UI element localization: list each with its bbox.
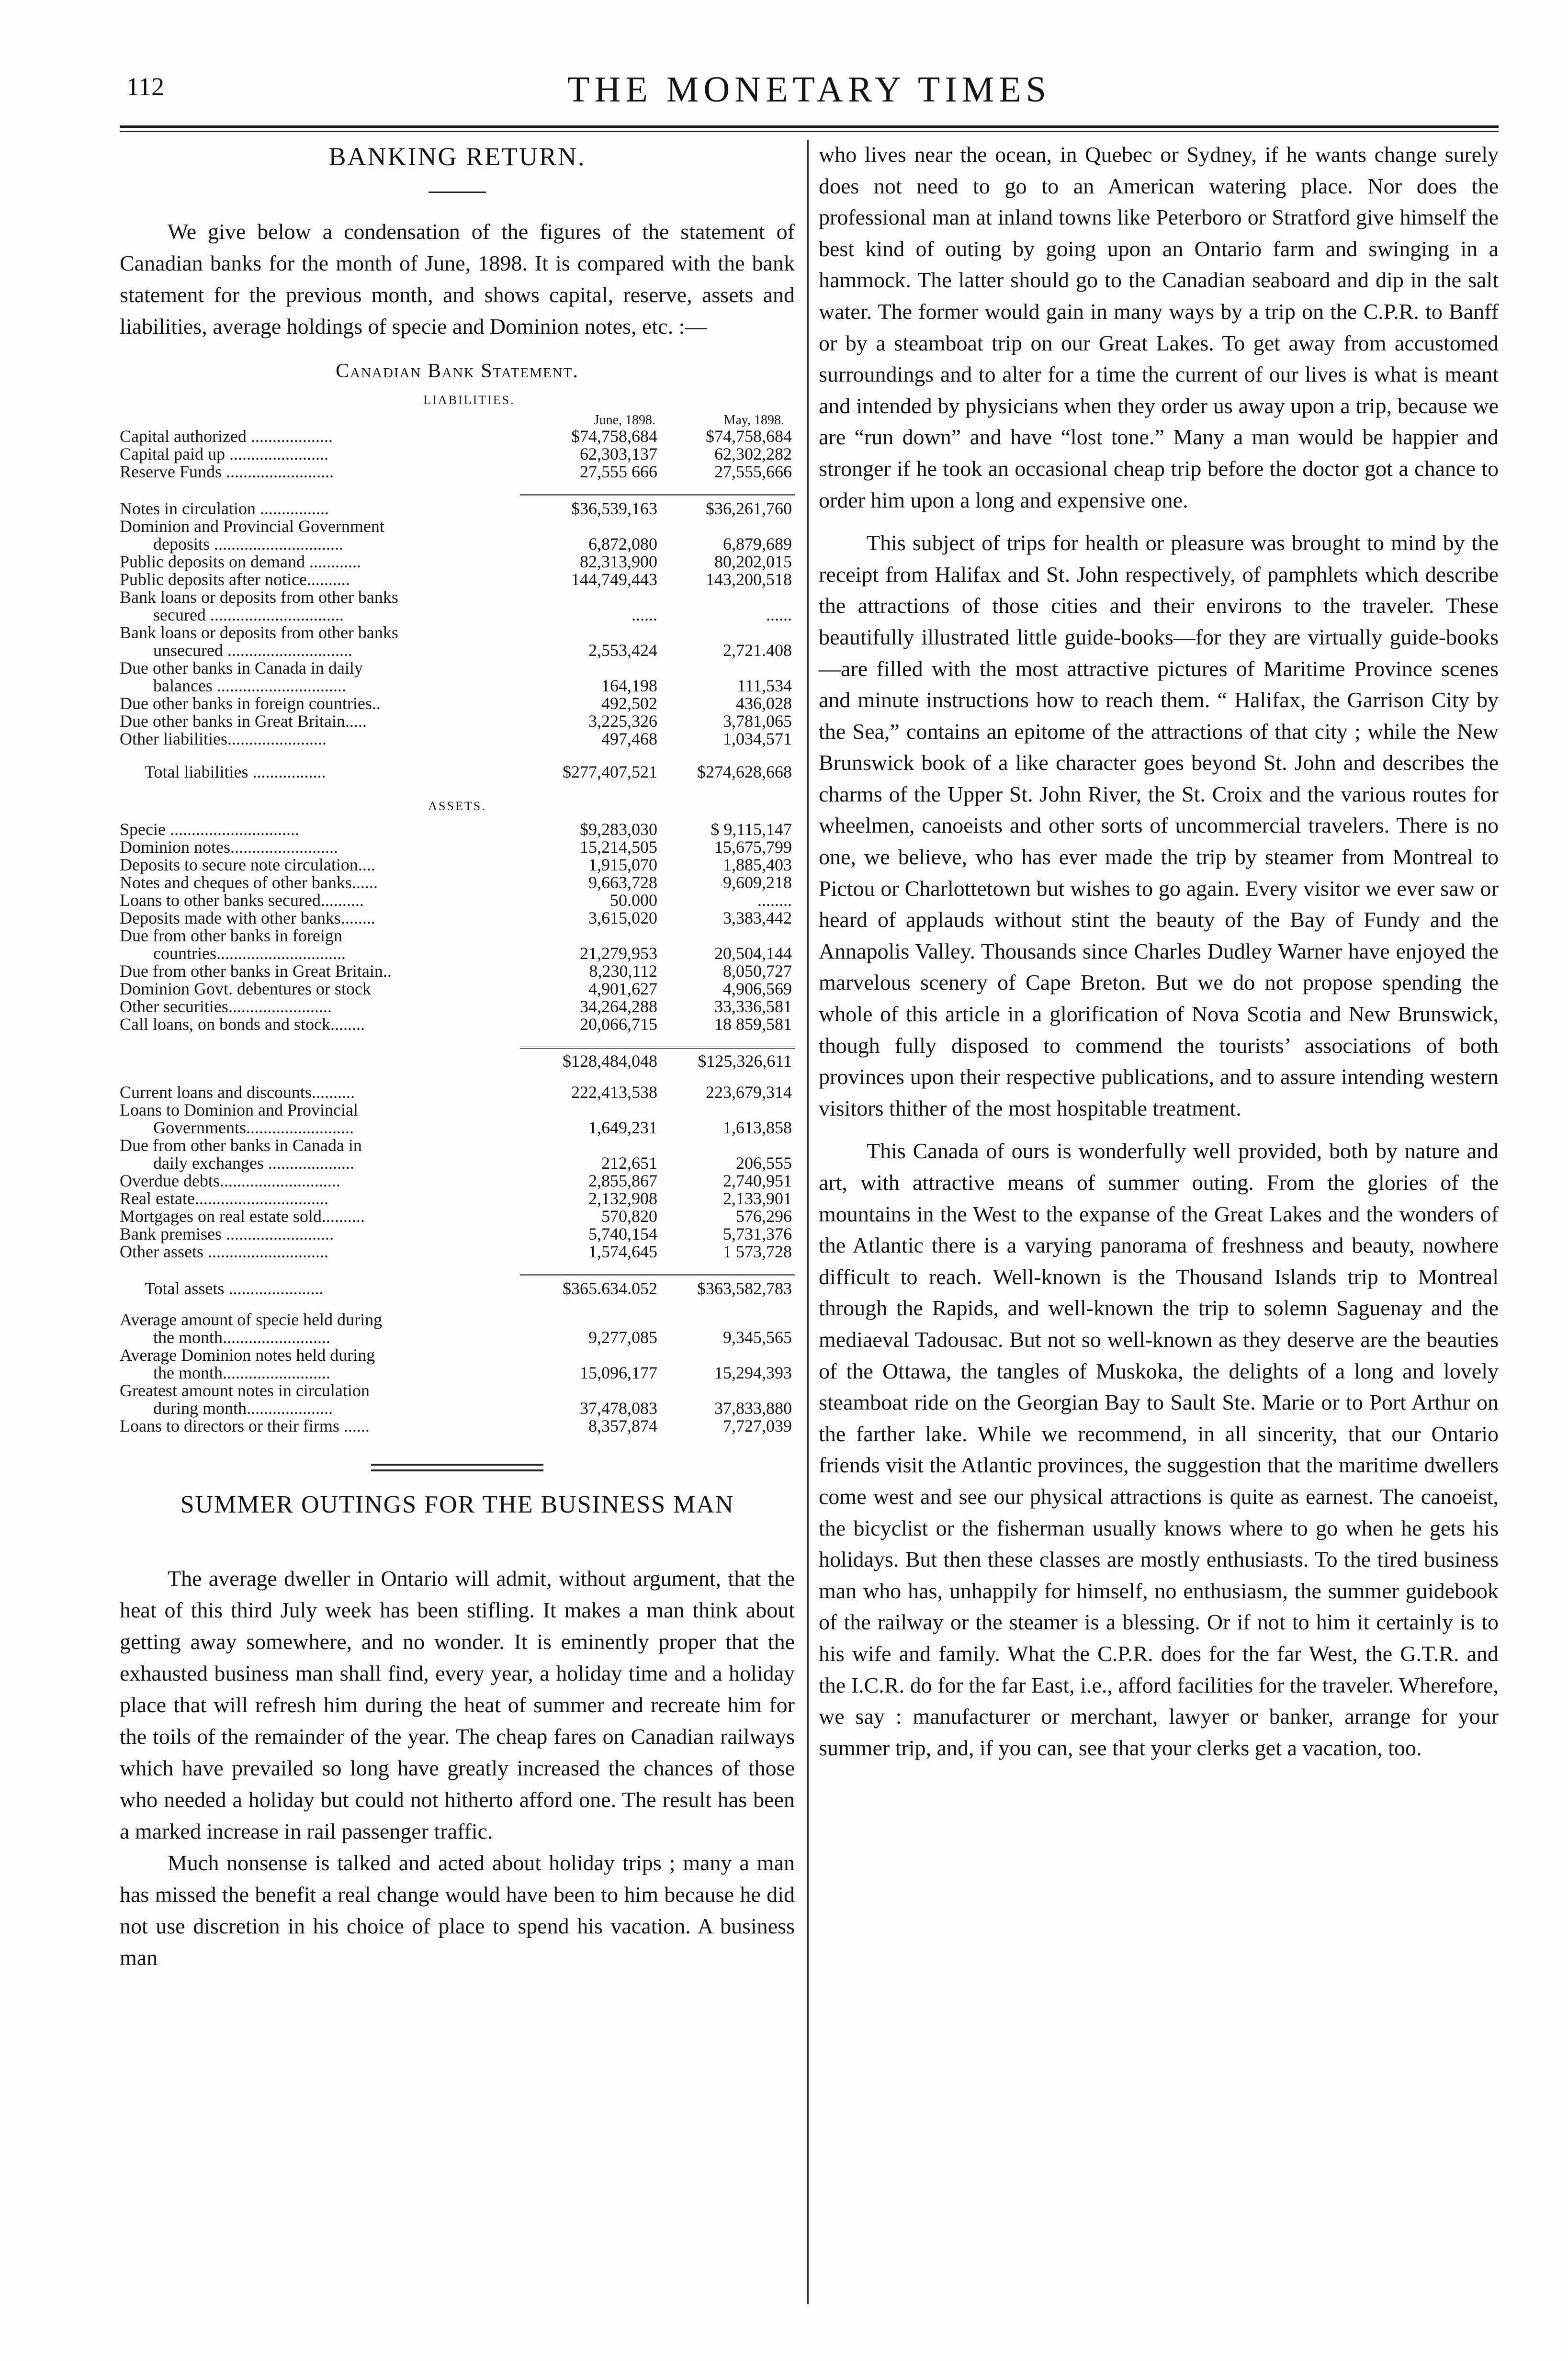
june-value: 21,279,953	[580, 944, 657, 963]
june-value	[520, 659, 666, 677]
may-value: 576,296	[736, 1207, 792, 1226]
may-value	[666, 1311, 795, 1329]
banking-intro: We give below a condensation of the figures of the statement of Canadian banks for the month of June, 1898. It is compared with the bank statement for the previous month, and shows capital, reserve, assets and liabilities, average holdings of specie and Dominion notes, etc. :—	[120, 219, 795, 339]
total-assets-row	[120, 1275, 795, 1298]
row-label: Capital authorized ...................	[120, 427, 333, 446]
statement-row	[120, 1311, 795, 1329]
june-value	[520, 1346, 666, 1364]
row-label: Deposits made with other banks........	[120, 908, 375, 927]
statement-row	[120, 927, 795, 945]
statement-row	[120, 1243, 795, 1261]
row-label: balances ..............................	[153, 676, 346, 695]
may-value: 62,302,282	[714, 444, 792, 463]
may-value: $36,261,760	[666, 495, 795, 518]
statement-title: Canadian Bank Statement.	[336, 360, 579, 382]
summer-paragraph-1: The average dweller in Ontario will admit, without argument, that the heat of this third July week has been stifling. It makes a man think about getting away somewhere, and no wonder. It is eminently proper that the exhausted business man shall find, every year, a holiday time and a holiday place that will refresh him during the heat of summer and recreate him for the toils of the remainder of the year. The cheap fares on Canadian railways which have prevailed so long have greatly increased the chances of those who needed a holiday but could not hitherto afford one. The result has been a marked increase in rail passenger traffic.	[120, 1566, 795, 1843]
statement-row	[120, 1208, 795, 1225]
total-liabilities-row	[120, 761, 795, 781]
may-value	[666, 1382, 795, 1400]
june-value: 212,651	[601, 1153, 657, 1173]
june-value: 37,478,083	[580, 1399, 657, 1418]
row-label: Current loans and discounts..........	[120, 1083, 355, 1102]
june-value: 3,615,020	[588, 908, 657, 927]
statement-row	[120, 642, 795, 659]
statement-row	[120, 1154, 795, 1172]
row-label: Notes in circulation ................	[120, 499, 329, 518]
may-value	[666, 588, 795, 606]
june-value	[520, 1137, 666, 1154]
row-label: Public deposits after notice..........	[120, 570, 350, 589]
row-label: Governments.........................	[153, 1118, 354, 1137]
row-label: Loans to other banks secured..........	[120, 891, 364, 910]
statement-row	[120, 1225, 795, 1243]
statement-row	[120, 1364, 795, 1382]
may-value: 9,609,218	[723, 873, 792, 892]
row-label: daily exchanges ....................	[153, 1153, 354, 1173]
june-value: 2,855,867	[588, 1171, 657, 1190]
statement-row	[120, 1084, 795, 1101]
june-value: $128,484,048	[520, 1048, 666, 1070]
june-value	[520, 1101, 666, 1119]
june-value	[520, 927, 666, 945]
june-value: 82,313,900	[580, 552, 657, 571]
row-label: Total assets ......................	[145, 1279, 324, 1298]
statement-row	[120, 1119, 795, 1137]
row-label: Dominion Govt. debentures or stock	[120, 979, 371, 998]
may-value: 1 573,728	[723, 1242, 792, 1261]
summer-paragraph-2: Much nonsense is talked and acted about holiday trips ; many a man has missed the benefit a real change would have been to him because he did not use discretion in his choice of place to spend his vacation. A business man	[120, 1851, 795, 1970]
may-value: 1,613,858	[723, 1118, 792, 1137]
may-value: 15,294,393	[714, 1363, 792, 1382]
june-value: 9,663,728	[588, 873, 657, 892]
liabilities-label: LIABILITIES.	[423, 393, 515, 407]
statement-row	[120, 1190, 795, 1208]
may-value: 6,879,689	[723, 534, 792, 554]
statement-row	[120, 445, 795, 463]
june-value: 15,096,177	[580, 1363, 657, 1382]
may-value: 2,740,951	[723, 1171, 792, 1190]
col-may-header: May, 1898.	[723, 413, 784, 428]
statement-row	[120, 838, 795, 856]
may-value: 1,885,403	[723, 855, 792, 874]
may-value: 9,345,565	[723, 1328, 792, 1347]
statement-row	[120, 1400, 795, 1417]
june-value: 222,413,538	[571, 1083, 657, 1102]
statement-row	[120, 821, 795, 838]
row-label: Due from other banks in Great Britain..	[120, 961, 392, 981]
heading-rule	[429, 192, 486, 193]
statement-row	[120, 677, 795, 695]
row-label: Specie ..............................	[120, 820, 299, 839]
page-header	[120, 67, 1499, 120]
june-value: $9,283,030	[580, 820, 657, 839]
june-value	[520, 1382, 666, 1400]
may-value: $363,582,783	[666, 1275, 795, 1298]
may-value: $74,758,684	[706, 427, 792, 446]
summer-paragraph-4: This subject of trips for health or pleasure was brought to mind by the receipt from Halifax and St. John respectively, of pamphlets which describe the attractions of those cities and their environs to the traveler. These beautifully illustrated little guide-books—for they are virtually guide-books—are filled with the most attractive pictures of Maritime Province scenes and minute instructions how to reach them. “ Halifax, the Garrison City by the Sea,” contains an epitome of the attractions of that city ; while the New Brunswick book of a like character goes beyond St. John and describes the charms of the Upper St. John River, the St. Croix and the various routes for wheelmen, canoeists and other sorts of uncommercial travelers. There is no one, we believe, who has ever made the trip by steamer from Montreal to Pictou or Charlottetown but wishes to go again. Every visitor we ever saw or heard of applauds without stint the beauty of the Bay of Fundy and the Annapolis Valley. Thousands since Charles Dudley Warner have enjoyed the marvelous scenery of Cape Breton. But we do not propose spending the whole of this article in a glorification of Nova Scotia and New Brunswick, though fully disposed to commend the tourists’ associations of both provinces upon their respective publications, and to assure intending western visitors thither of the most hospitable treatment.	[819, 531, 1499, 1120]
statement-row	[120, 624, 795, 642]
header-rule-thin	[120, 131, 1499, 132]
statement-row	[120, 553, 795, 571]
june-value: 492,502	[601, 694, 657, 713]
row-label: Loans to directors or their firms ......	[120, 1416, 370, 1435]
row-label: Bank loans or deposits from other banks	[120, 623, 398, 642]
may-value	[666, 927, 795, 945]
june-value: 4,901,627	[588, 979, 657, 998]
row-label: Due from other banks in Canada in	[120, 1136, 362, 1155]
statement-row	[120, 856, 795, 874]
column-headers	[120, 413, 795, 428]
june-value: 164,198	[601, 676, 657, 695]
statement-row	[120, 892, 795, 909]
june-value: 570,820	[601, 1207, 657, 1226]
may-value: 15,675,799	[714, 837, 792, 857]
statement-row	[120, 1172, 795, 1190]
june-value: 27,555 666	[580, 462, 657, 481]
june-value	[520, 624, 666, 642]
assets-subtotal-row	[120, 1048, 795, 1070]
statement-row	[120, 428, 795, 445]
row-label: during month....................	[153, 1399, 333, 1418]
column-divider	[807, 140, 809, 2304]
row-label: Overdue debts............................	[120, 1171, 340, 1190]
may-value	[666, 659, 795, 677]
may-value	[666, 624, 795, 642]
june-value: 3,225,326	[588, 712, 657, 731]
summer-paragraph-5: This Canada of ours is wonderfully well provided, both by nature and art, with attractive means of summer outing. From the glories of the mountains in the West to the expanse of the Great Lakes and the wonders of the Atlantic there is a varying panorama of freshness and beauty, nowhere difficult to reach. Well-known is the Thousand Islands trip to Montreal through the Rapids, and well-known the trip to solemn Saguenay and the mediaeval Tadousac. But not so well-known as they deserve are the beauties of the Ottawa, the tangles of Muskoka, the delights of a long and lovely steamboat ride on the Georgian Bay to Sault Ste. Marie or to Port Arthur on the farther lake. While we recommend, in all sincerity, that our Ontario friends visit the Atlantic provinces, the suggestion that the maritime dwellers come west and see our physical attractions is quite as earnest. The canoeist, the bicyclist or the fisherman usually knows where to go when he gets his holidays. But then these classes are mostly enthusiasts. To the tired business man who has, unhappily for himself, no enthusiasm, the summer guidebook of the railway or the steamer is a blessing. Or if not to him it certainly is to his wife and family. What the C.P.R. does for the far West, the G.T.R. and the I.C.R. do for the far East, i.e., afford facilities for the traveler. Wherefore, we say : manufacturer or merchant, lawyer or banker, arrange for your summer trip, and, if you can, see that your clerks get a vacation, too.	[819, 1139, 1499, 1760]
may-value: 8,050,727	[723, 961, 792, 981]
row-label: Due other banks in Great Britain.....	[120, 712, 367, 731]
bank-statement-table	[120, 413, 795, 1435]
may-value: 3,781,065	[723, 712, 792, 731]
row-label: Capital paid up .......................	[120, 444, 328, 463]
june-value: $365.634.052	[520, 1275, 666, 1298]
row-label: the month.........................	[153, 1363, 330, 1382]
may-value: 1,034,571	[723, 729, 792, 748]
statement-row	[120, 730, 795, 748]
section-double-rule	[371, 1464, 543, 1471]
row-label: Deposits to secure note circulation....	[120, 855, 375, 874]
statement-row	[120, 1016, 795, 1033]
may-value: $274,628,668	[697, 762, 792, 781]
june-value	[520, 588, 666, 606]
may-value	[666, 1137, 795, 1154]
may-value	[666, 1101, 795, 1119]
left-column	[120, 139, 795, 2337]
june-value: $277,407,521	[563, 762, 657, 781]
assets-label: ASSETS.	[428, 799, 486, 813]
june-value: ......	[632, 605, 657, 624]
statement-row	[120, 463, 795, 481]
may-value: 4,906,569	[723, 979, 792, 998]
row-label: Greatest amount notes in circulation	[120, 1381, 370, 1400]
statement-row	[120, 909, 795, 927]
june-value: 34,264,288	[580, 997, 657, 1016]
may-value: 206,555	[736, 1153, 792, 1173]
row-label: Average Dominion notes held during	[120, 1345, 375, 1365]
row-label: Other liabilities.......................	[120, 729, 327, 748]
may-value: 20,504,144	[714, 944, 792, 963]
statement-row	[120, 980, 795, 998]
statement-row	[120, 1382, 795, 1400]
may-value: 2,721.408	[723, 641, 792, 660]
statement-row	[120, 874, 795, 892]
may-value: $125,326,611	[666, 1048, 795, 1070]
row-label: deposits ..............................	[153, 534, 344, 554]
row-label: Due other banks in foreign countries..	[120, 694, 381, 713]
june-value	[520, 1311, 666, 1329]
row-label: Other assets ............................	[120, 1242, 328, 1261]
row-label: Bank premises .........................	[120, 1224, 334, 1243]
june-value: 1,649,231	[588, 1118, 657, 1137]
row-label: Bank loans or deposits from other banks	[120, 587, 398, 607]
june-value: 8,230,112	[589, 961, 657, 981]
june-value: 62,303,137	[580, 444, 657, 463]
row-label: Public deposits on demand ............	[120, 552, 361, 571]
row-label: Due other banks in Canada in daily	[120, 658, 363, 678]
row-label: Notes and cheques of other banks......	[120, 873, 378, 892]
may-value: 5,731,376	[723, 1224, 792, 1243]
june-value: 9,277,085	[588, 1328, 657, 1347]
statement-row	[120, 962, 795, 980]
may-value	[666, 1346, 795, 1364]
row-label: Dominion and Provincial Government	[120, 517, 384, 536]
row-label: Reserve Funds .........................	[120, 462, 334, 481]
june-value: 2,553,424	[588, 641, 657, 660]
row-label: the month.........................	[153, 1328, 330, 1347]
row-label: Due from other banks in foreign	[120, 926, 342, 945]
may-value: 7,727,039	[723, 1416, 792, 1435]
row-label: unsecured .............................	[153, 641, 352, 660]
may-value: 33,336,581	[714, 997, 792, 1016]
statement-row	[120, 1137, 795, 1154]
row-label: Other securities........................	[120, 997, 332, 1016]
row-label: Loans to Dominion and Provincial	[120, 1100, 358, 1119]
statement-row	[120, 1346, 795, 1364]
statement-row	[120, 518, 795, 535]
statement-row	[120, 659, 795, 677]
may-value: 436,028	[736, 694, 792, 713]
june-value: 15,214,505	[580, 837, 657, 857]
summer-paragraph-3: who lives near the ocean, in Quebec or Sydney, if he wants change surely does not need to go to an American watering place. Nor does the professional man at inland towns like Peterboro or Stratford give himself the best kind of outing by going upon an Ontario farm and swinging in a hammock. The latter should go to the Canadian seaboard and dip in the salt water. The former would gain in many ways by a trip on the C.P.R. to Banff or by a steamboat trip on our Great Lakes. To get away from accustomed surroundings and to alter for a time the current of our lives is what is meant and intended by physicians when they order us away upon a trip, because we are “run down” and have “lost tone.” Many a man would be happier and stronger if he took an occasional cheap trip before the doctor got a chance to order him upon a long and expensive one.	[819, 142, 1499, 512]
may-value: ........	[757, 891, 792, 910]
may-value	[666, 518, 795, 535]
statement-row	[120, 1417, 795, 1435]
header-rule	[120, 125, 1499, 128]
june-value: 1,574,645	[588, 1242, 657, 1261]
may-value: ......	[766, 605, 792, 624]
june-value	[520, 518, 666, 535]
statement-row	[120, 588, 795, 606]
june-value: 1,915,070	[588, 855, 657, 874]
may-value: 18 859,581	[714, 1015, 792, 1034]
statement-row	[120, 495, 795, 518]
right-column	[819, 139, 1499, 2337]
june-value: 144,749,443	[571, 570, 657, 589]
col-june-header: June, 1898.	[594, 413, 655, 428]
may-value: 3,383,442	[723, 908, 792, 927]
row-label: secured ...............................	[153, 605, 344, 624]
journal-title: THE MONETARY TIMES	[567, 69, 1051, 110]
may-value: 111,534	[737, 676, 792, 695]
statement-row	[120, 606, 795, 624]
banking-return-heading: BANKING RETURN.	[328, 142, 586, 171]
may-value: 37,833,880	[714, 1399, 792, 1418]
row-label: Total liabilities .................	[145, 762, 326, 781]
june-value: 50.000	[610, 891, 657, 910]
may-value: 27,555,666	[714, 462, 792, 481]
june-value: 6,872,080	[588, 534, 657, 554]
may-value: 80,202,015	[714, 552, 792, 571]
statement-row	[120, 571, 795, 588]
may-value: 2,133,901	[723, 1189, 792, 1208]
statement-row	[120, 998, 795, 1016]
may-value: 223,679,314	[706, 1083, 792, 1102]
page-number: 112	[126, 72, 164, 101]
row-label: Mortgages on real estate sold..........	[120, 1207, 365, 1226]
summer-outings-heading: SUMMER OUTINGS FOR THE BUSINESS MAN	[180, 1491, 734, 1518]
june-value: 497,468	[601, 729, 657, 748]
row-label: Real estate...............................	[120, 1189, 328, 1208]
statement-row	[120, 712, 795, 730]
row-label: Call loans, on bonds and stock........	[120, 1015, 365, 1034]
may-value: $ 9,115,147	[711, 820, 792, 839]
june-value: $36,539,163	[520, 495, 666, 518]
june-value: 20,066,715	[580, 1015, 657, 1034]
row-label: countries..............................	[153, 944, 346, 963]
statement-row	[120, 695, 795, 712]
may-value: 143,200,518	[706, 570, 792, 589]
june-value: 2,132,908	[588, 1189, 657, 1208]
statement-row	[120, 535, 795, 553]
row-label: Dominion notes.........................	[120, 837, 338, 857]
june-value: 5,740,154	[588, 1224, 657, 1243]
june-value: 8,357,874	[588, 1416, 657, 1435]
statement-row	[120, 1101, 795, 1119]
statement-row	[120, 1329, 795, 1346]
row-label: Average amount of specie held during	[120, 1310, 383, 1329]
june-value: $74,758,684	[571, 427, 657, 446]
statement-row	[120, 945, 795, 962]
